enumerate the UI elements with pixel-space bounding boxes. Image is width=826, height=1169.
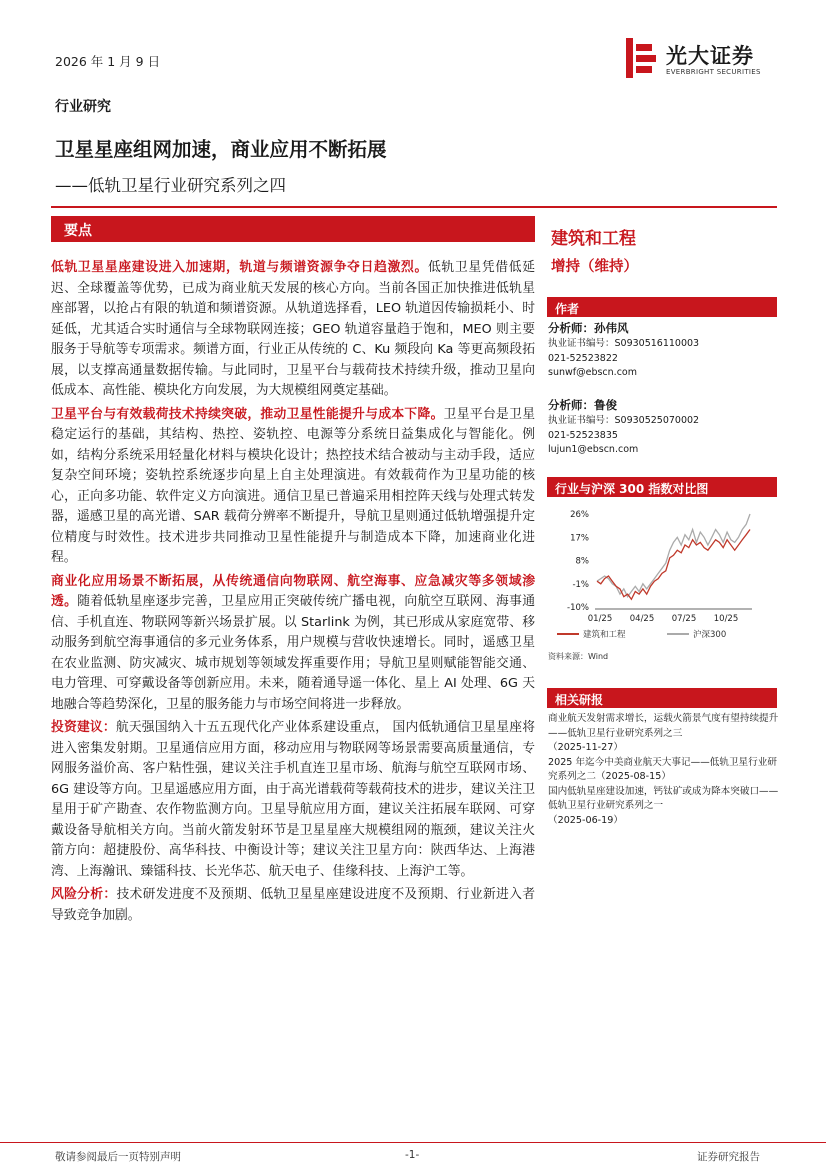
analyst-cert: 执业证书编号：S0930525070002 [548, 415, 700, 426]
analyst-email[interactable]: lujun1@ebscn.com [548, 444, 639, 455]
paragraph-highlight: 投资建议： [51, 720, 116, 735]
sector-name: 建筑和工程 [551, 229, 636, 249]
related-report-item[interactable]: 国内低轨星座建设加速，钙钛矿或成为降本突破口——低轨卫星行业研究系列之一 [548, 785, 779, 811]
analyst-phone: 021-52523822 [548, 352, 618, 364]
paragraph-risk [51, 885, 535, 926]
paragraph-applications [51, 572, 535, 716]
report-date: 2026 年 1 月 9 日 [55, 54, 161, 69]
paragraph-highlight: 卫星平台与有效载荷技术持续突破，推动卫星性能提升与成本下降。 [51, 406, 444, 422]
related-header: 相关研报 [547, 688, 777, 708]
paragraph-constellation [51, 258, 535, 402]
analyst-cert: 执业证书编号：S0930516110003 [548, 338, 700, 349]
paragraph-text: 技术研发进度不及预期、低轨卫星星座建设进度不及预期、行业新进入者导致竞争加剧。 [51, 887, 536, 923]
header-divider [51, 206, 777, 208]
series-line-sector [597, 530, 750, 600]
y-tick-label: 8% [575, 556, 589, 567]
x-tick-label: 01/25 [587, 614, 613, 624]
footer-report-type: 证券研究报告 [697, 1151, 760, 1163]
paragraph-text: 卫星平台是卫星稳定运行的基础，其结构、热控、姿轨控、电源等分系统日益集成化与智能化。例如，结构分系统采用轻量化材料与模块化设计；热控技术结合被动与主动手段，适应复杂空间环境；姿轨控系统逐步向星上自主处理演进。有效载荷作为卫星功能的核心，正向多功能、软件定义方向演进。通信卫星已普遍采用相控阵天线与处理式转发器，遥感卫星的高光谱、SAR 载荷分辨率不断提升，导航卫星则通过低轨增强提升定位精度与时效性。技术进步共同推动卫星性能提升与制造成本下降，加速商业化进程。 [51, 406, 536, 565]
analyst-email[interactable]: sunwf@ebscn.com [548, 367, 637, 378]
analyst-card [548, 320, 778, 381]
y-tick-label: 26% [570, 510, 589, 520]
analyst-card [548, 397, 778, 458]
y-tick-label: 17% [570, 533, 589, 544]
paragraph-text: 低轨卫星凭借低延迟、全球覆盖等优势，已成为商业航天发展的核心方向。当前各国正加快推进低轨星座部署，以抢占有限的轨道和频谱资源。从轨道选择看，LEO 轨道因传输损耗小、时延低，尤其适合实时通信与全球物联网连接；GEO 轨道容量趋于饱和，MEO 则主要服务于导航等专项需求。频谱方面，行业正从传统的 C、Ku 频段向 Ka 等更高频段拓展，以支撑高通量数据传输。与此同时，卫星平台与载荷技术持续升级，推动卫星向低成本、高性能、模块化方向发展，为大规模组网奠定基础。 [51, 260, 536, 398]
analyst-name: 分析师：孙伟风 [548, 321, 629, 335]
x-tick-label: 07/25 [671, 614, 697, 624]
analyst-name: 分析师：鲁俊 [548, 398, 617, 412]
authors-header: 作者 [547, 297, 777, 317]
y-tick-label: -10% [567, 603, 589, 613]
related-report-item[interactable]: 商业航天发射需求增长，运载火箭景气度有望持续提升——低轨卫星行业研究系列之三 [548, 713, 779, 739]
brand-logo [626, 38, 776, 80]
x-tick-label: 04/25 [629, 614, 655, 624]
logo-chinese-text: 光大证券 [666, 44, 754, 68]
report-category: 行业研究 [55, 99, 111, 115]
related-reports [548, 712, 780, 828]
related-report-item[interactable]: 2025 年迄今中美商业航天大事记——低轨卫星行业研究系列之二（2025-08-15） [548, 756, 777, 782]
legend-label: 建筑和工程 [583, 630, 626, 640]
related-report-item[interactable]: （2025-06-19） [548, 814, 623, 826]
footer-disclaimer: 敬请参阅最后一页特别声明 [55, 1151, 181, 1163]
chart-canvas [547, 500, 777, 665]
report-subtitle: ——低轨卫星行业研究系列之四 [55, 176, 286, 195]
paragraph-highlight: 风险分析： [51, 887, 117, 902]
paragraph-text: 随着低轨星座逐步完善，卫星应用正突破传统广播电视，向航空互联网、海事通信、手机直连、物联网等新兴场景扩展。以 Starlink 为例，其已形成从家庭宽带、移动服务到航空海事通信的多元业务体系，用户规模与营收快速增长。同时，遥感卫星在农业监测、防灾减灾、城市规划等领域发挥重要作用；导航卫星则赋能智能交通、电力管理、可穿戴设备等创新应用。未来，随着通导遥一体化、星上 AI 处理、6G 天地融合等趋势深化，卫星的服务能力与市场空间将进一步释放。 [51, 594, 536, 712]
related-report-item[interactable]: （2025-11-27） [548, 742, 623, 753]
everbright-logo-icon [626, 38, 656, 78]
key-points-header: 要点 [51, 216, 535, 242]
y-tick-label: -1% [572, 579, 589, 590]
x-tick-label: 10/25 [713, 614, 739, 624]
footer-divider [0, 1142, 826, 1143]
paragraph-text: 航天强国纳入十五五现代化产业体系建设重点， 国内低轨通信卫星星座将进入密集发射期。卫星通信应用方面，移动应用与物联网等场景需要高质量通信，专网服务溢价高、客户粘性强，建议关注手机直连卫星市场、航海与航空互联网市场、6G 建设等方向。卫星遥感应用方面，由于高光谱载荷等载荷技术的进步，建议关注卫星用于矿产勘查、农作物监测方向。卫星导航应用方面，建议关注拓展车联网、可穿戴设备导航相关方向。当前火箭发射环节是卫星星座大规模组网的瓶颈，建议关注火箭方向：超捷股份、高华科技、中衡设计等；建议关注卫星方向：陕西华达、上海港湾、上海瀚讯、臻镭科技、长光华芯、航天电子、佳缘科技、上海沪工等。 [51, 720, 535, 879]
main-body [51, 258, 535, 929]
comparison-chart [547, 500, 777, 665]
analyst-phone: 021-52523835 [548, 429, 618, 441]
legend-label: 沪深300 [693, 630, 727, 640]
paragraph-platform [51, 405, 535, 569]
rating: 增持（维持） [551, 259, 638, 275]
chart-header: 行业与沪深 300 指数对比图 [547, 477, 777, 497]
report-title: 卫星星座组网加速，商业应用不断拓展 [55, 138, 387, 161]
paragraph-investment [51, 718, 535, 882]
paragraph-highlight: 低轨卫星星座建设进入加速期，轨道与频谱资源争夺日趋激烈。 [51, 260, 428, 275]
logo-english-text: EVERBRIGHT SECURITIES [666, 68, 761, 76]
chart-source: 资料来源：Wind [548, 652, 609, 661]
page-number: -1- [405, 1149, 420, 1161]
paragraph-highlight: 商业化应用场景不断拓展，从传统通信向物联网、航空海事、应急减灾等多领域渗透。 [51, 573, 535, 609]
